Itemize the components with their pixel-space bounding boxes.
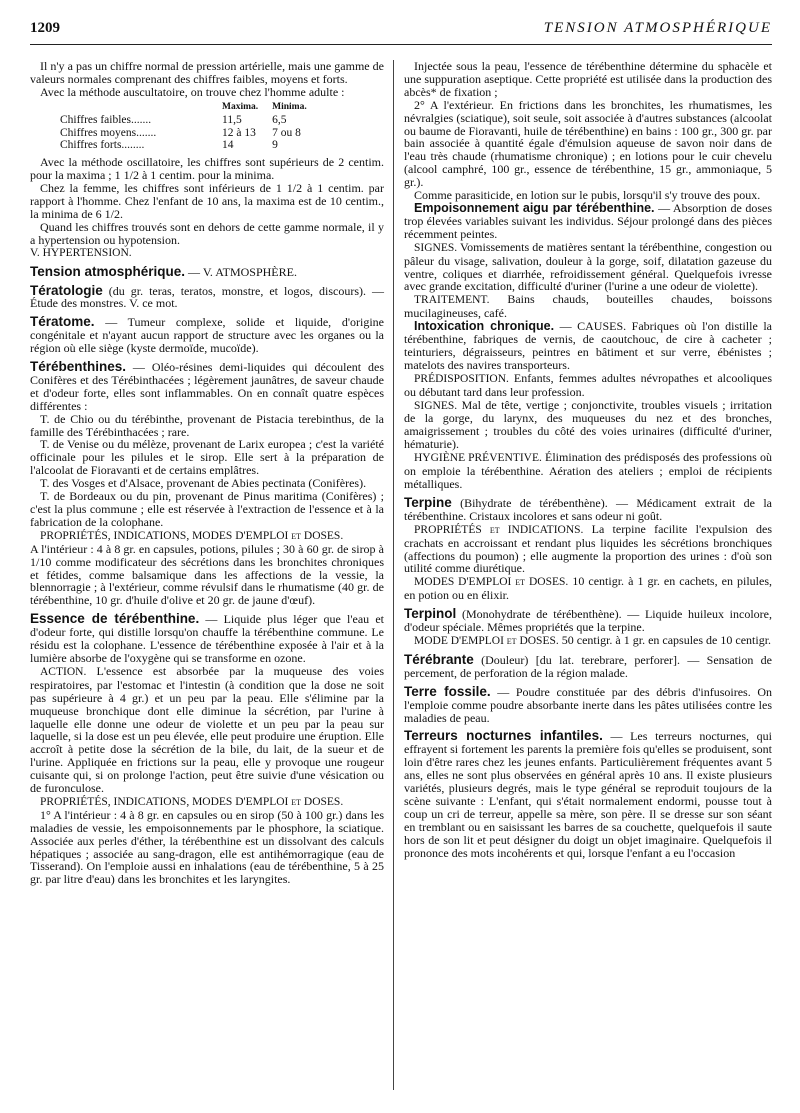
- paragraph: Quand les chiffres trouvés sont en dehors de cette gamme normale, il y a hypertension ou hypotension.: [30, 219, 384, 247]
- section-properties: [30, 529, 384, 543]
- headword: Empoisonnement aigu par térébenthine.: [414, 200, 655, 215]
- cell-min: 9: [272, 139, 278, 152]
- entry-teratologie: [30, 282, 384, 311]
- section-text: Élimination des prédisposés des professions où on emploie la térébenthine. Aération des ateliers ; emploi de récipients métalliques.: [404, 450, 772, 491]
- headword: Intoxication chronique.: [414, 319, 555, 334]
- definition: — Les terreurs nocturnes, qui effrayent si fortement les parents la première fois qu'elles se produisent, sont loin d'être rares chez les jeunes enfants. Particulièrement fréquentes avant 5 ans, elles ne sont plus observées en général après 10 ans. Il existe plusieurs variétés, plusieurs degrés, mais le type général se reproduit toujours de la scène suivante : L'enfant, qui s'était normalement endormi, pousse tout à coup un cri de terreur, appelle sa mère, son père. Il se dresse sur son séant en tremblant ou en saisissant les barres de sa couchette, quelquefois il saute hors de son lit et peut désigner du doigt un objet imaginaire. Quelquefois il prononce des mots incohérents et qui, lorsque l'enfant a eu l'occasion: [404, 729, 772, 860]
- species-item: T. de Bordeaux ou du pin, provenant de Pinus maritima (Conifères) ; c'est la plus commune ; elle est réservée à l'extraction de l'essence et à la fabrication de la colophane.: [30, 489, 384, 529]
- paragraph: Injectée sous la peau, l'essence de térébenthine détermine du sphacèle et une suppuration aseptique. Cette propriété est utilisée dans la production des abcès* de fixation ;: [404, 59, 772, 99]
- headword: Térébenthines.: [30, 359, 127, 375]
- section-text: La terpine facilite l'expulsion des crachats en accroissant et rendant plus liquides les sécrétions bronchiques (affections du poumon) ; elle augmente la proportion des urines : d'où son utilité comme diurétique.: [404, 521, 772, 576]
- section-modes: [404, 634, 772, 648]
- entry-terre-fossile: [404, 683, 772, 725]
- column-header: Minima.: [272, 101, 307, 112]
- section-text: 50 centigr. à 1 gr. en capsules de 10 centigr.: [558, 632, 772, 647]
- species-item: T. des Vosges et d'Alsace, provenant de Abies pectinata (Conifères).: [40, 476, 367, 491]
- section-signes: [404, 399, 772, 452]
- cross-reference: V. HYPERTENSION.: [30, 246, 132, 259]
- section-label: PROPRIÉTÉS, INDICATIONS, MODES D'EMPLOI et DOSES.: [40, 795, 344, 808]
- table-header-row: [60, 101, 321, 114]
- entry-intoxication: [404, 320, 772, 372]
- cell-min: 6,5: [272, 113, 287, 126]
- section-text: Vomissements de matières sentant la térébenthine, congestion ou pâleur du visage, salivation, douleur à la gorge, soif, dilatation gazeuse du ventre, coliques et diarrhée, refroidissement général. Quelquefois ivresse avec grande excitation, difficulté d'uriner (l'urine a une odeur de violette).: [404, 239, 772, 294]
- entry-teratome: [30, 316, 384, 355]
- entry-tension-atmospherique: [30, 263, 384, 279]
- page-header: [30, 18, 772, 45]
- headword: Tératologie: [30, 282, 103, 298]
- headword: Térébrante: [404, 651, 474, 667]
- definition: (du gr. teras, teratos, monstre, et logos, discours). — Étude des monstres. V. ce mot.: [30, 283, 384, 311]
- entry-terpine: [404, 494, 772, 523]
- cell-max: 12 à 13: [222, 126, 256, 139]
- row-label: Chiffres faibles.......: [60, 113, 152, 126]
- section-label: HYGIÈNE PRÉVENTIVE.: [414, 452, 542, 465]
- definition: (Monohydrate de térébenthène). — Liquide huileux incolore, d'odeur spéciale. Mêmes propriétés que la terpine.: [404, 607, 772, 635]
- section-label: SIGNES.: [414, 241, 458, 254]
- section-action: [30, 665, 384, 795]
- section-label: TRAITEMENT.: [414, 294, 490, 307]
- entry-terpinol: [404, 608, 772, 634]
- paragraph: A l'intérieur : 4 à 8 gr. en capsules, potions, pilules ; 30 à 60 gr. de sirop à 1/10 comme modificateur des sécrétions dans les bronchites chroniques et fétides, comme balsamique dans les affections de la vessie, la blennorragie ; à l'extérieur, comme révulsif dans le rhumatisme (40 gr. de térébenthine, 10 gr. d'huile d'olive et 20 gr. de jaune d'œuf).: [30, 541, 384, 608]
- definition: — CAUSES. Fabriques où l'on distille la térébenthine, fabriques de vernis, de caoutchouc, de cire à cacheter ; teinturiers, dégraisseurs, peintres en bâtiment et sur verre, ébénistes ; matelots des navires transporteurs.: [404, 319, 772, 372]
- section-label: MODE D'EMPLOI et DOSES.: [414, 634, 559, 647]
- entry-terebrante: [404, 651, 772, 680]
- section-properties: [404, 523, 772, 576]
- paragraph: Il n'y a pas un chiffre normal de pression artérielle, mais une gamme de valeurs normales comprenant des chiffres faibles, moyens et forts.: [30, 59, 384, 86]
- section-label: PROPRIÉTÉS et INDICATIONS.: [414, 523, 584, 536]
- headword: Terre fossile.: [404, 683, 491, 699]
- cell-max: 11,5: [222, 113, 242, 126]
- paragraph: Avec la méthode auscultatoire, on trouve chez l'homme adulte :: [40, 84, 345, 99]
- headword: Tension atmosphérique.: [30, 263, 186, 279]
- section-text: L'essence est absorbée par la muqueuse des voies respiratoires, par l'estomac et l'intestin (à condition que la dose ne soit pas supérieure à 4 gr.) et un peu par la peau. Elle s'élimine par la muqueuse bronchique dont elle diminue la sécrétion, par l'urine à laquelle elle donne une odeur de violette et un peu par la peau sur laquelle, si la dose est un peu élevée, elle peut produire une éruption. Elle accroît à petite dose la sécrétion de la bile, du lait, de la sueur et de l'urine. Appliquée en frictions sur la peau, elle y provoque une rougeur cuisante qui, si on prolonge l'action, peut être suivie d'une vésication ou de furonculose.: [30, 663, 384, 796]
- definition: — Tumeur complexe, solide et liquide, d'origine congénitale et n'ayant aucun rapport de structure avec les organes ou la région où elle siège (kyste dermoïde, mucoïde).: [30, 315, 384, 356]
- headword: Terpine: [404, 494, 452, 510]
- headword: Essence de térébenthine.: [30, 611, 200, 627]
- section-signes: [404, 241, 772, 294]
- right-column: [404, 60, 772, 859]
- column-divider: [393, 60, 394, 1090]
- section-label: PROPRIÉTÉS, INDICATIONS, MODES D'EMPLOI et DOSES.: [40, 529, 344, 542]
- paragraph: Chez la femme, les chiffres sont inférieurs de 1 1/2 à 1 centim. par rapport à l'homme. Chez l'enfant de 10 ans, la maxima est de 10 centim., la minima de 6 1/2.: [30, 181, 384, 221]
- paragraph: Avec la méthode oscillatoire, les chiffres sont supérieurs de 2 centim. pour la maxima ; 1 1/2 à 1 centim. pour la minima.: [30, 155, 384, 183]
- section-traitement: [404, 293, 772, 320]
- row-label: Chiffres moyens.......: [60, 126, 157, 139]
- cell-min: 7 ou 8: [272, 126, 301, 139]
- section-hygiene: [404, 451, 772, 491]
- paragraph: 2° A l'extérieur. En frictions dans les bronchites, les rhumatismes, les névralgies (sciatique), soit seule, soit associée à d'autres substances (alcoolat ou baume de Fioravanti, huile de térébenthine) en bains : 100 gr., 300 gr. par bain associée à quantité égale d'émulsion aqueuse de savon noir dans de l'eau très chaude (rhumatisme chronique) ; en lotions pour le cuir chevelu (alcool camphré, 100 gr., essence de térébenthine, 15 gr., ammoniaque, 5 gr.).: [404, 97, 772, 190]
- entry-terebenthines: [30, 361, 384, 413]
- section-text: Bains chauds, bouteilles chaudes, boissons mucilagineuses, café.: [404, 292, 772, 321]
- column-header: Maxima.: [222, 101, 259, 112]
- section-text: 10 centigr. à 1 gr. en cachets, en pilules, en potion ou en élixir.: [404, 574, 773, 603]
- section-label: SIGNES.: [414, 399, 458, 412]
- left-column: [30, 60, 384, 886]
- section-label: PRÉDISPOSITION.: [414, 372, 509, 385]
- running-title: TENSION ATMOSPHÉRIQUE: [543, 20, 772, 36]
- headword: Terreurs nocturnes infantiles.: [404, 728, 603, 744]
- page-number: 1209: [30, 20, 60, 36]
- definition: — V. ATMOSPHÈRE.: [185, 264, 297, 279]
- table-row: [60, 127, 321, 140]
- section-modes: [404, 575, 772, 602]
- entry-terreurs-nocturnes: [404, 730, 772, 859]
- section-label: ACTION.: [40, 665, 87, 678]
- definition: — Poudre constituée par des débris d'infusoires. On l'emploie comme poudre absorbante inerte dans les pâtes utilisées contre les maladies de peau.: [404, 684, 772, 725]
- species-item: T. de Venise ou du mélèze, provenant de Larix europea ; c'est la variété officinale pour les pilules et le sirop. Elle sert à la préparation de l'alcoolat de Fioravanti et de certains emplâtres.: [30, 437, 384, 478]
- cell-max: 14: [222, 139, 234, 152]
- species-item: T. de Chio ou du térébinthe, provenant de Pistacia terebinthus, de la famille des Térébinthacées ; rare.: [30, 411, 384, 439]
- pressure-table: [60, 101, 321, 153]
- paragraph: Comme parasiticide, en lotion sur le pubis, lorsqu'il s'y trouve des poux.: [414, 188, 761, 203]
- entry-essence: [30, 613, 384, 665]
- row-label: Chiffres forts........: [60, 139, 145, 152]
- definition: — Liquide plus léger que l'eau et d'odeur forte, qui distille lorsqu'on chauffe la térébenthine commune. Le résidu est la colophane. L'essence de térébenthine exposée à l'air et à la lumière absorbe de l'oxygène qui se transforme en ozone.: [30, 612, 384, 665]
- section-text: Mal de tête, vertige ; conjonctivite, troubles visuels ; irritation de la gorge, du larynx, des muqueuses du nez et des bronches, amaigrissement ; troubles du côté des voies urinaires (difficulté d'uriner, hématurie).: [404, 397, 772, 452]
- definition: — Absorption de doses trop élevées variables suivant les individus. Séjour prolongé dans des pièces récemment peintes.: [404, 200, 772, 241]
- section-label: MODES D'EMPLOI et DOSES.: [414, 576, 569, 589]
- headword: Tératome.: [30, 314, 95, 330]
- paragraph: 1° A l'intérieur : 4 à 8 gr. en capsules ou en sirop (50 à 100 gr.) dans les maladies de vessie, les empoisonnements par le phosphore, la sciatique. Associée aux perles d'éther, la térébenthine est un dissolvant des calculs hépatiques ; associée au sang-dragon, elle est antihémorragique (eau de Tisserand). On l'emploie aussi en inhalations (eau de térébenthine, 5 à 25 gr. par litre d'eau) dans les bronchites et les laryngites.: [30, 807, 384, 887]
- section-text: Enfants, femmes adultes névropathes et alcooliques ou débutant tard dans leur profession.: [404, 370, 772, 399]
- section-predisposition: [404, 372, 772, 399]
- table-row: [60, 139, 321, 152]
- definition: (Bihydrate de térébenthène). — Médicament extrait de la térébenthine. Cristaux incolores et sans odeur ni goût.: [404, 495, 772, 523]
- definition: — Oléo-résines demi-liquides qui découlent des Conifères et des Térébinthacées ; légèrement jaunâtres, de saveur chaude et d'odeur forte, elles sont inflammables. On en connaît quatre espèces différentes :: [30, 360, 384, 413]
- section-properties: [30, 795, 384, 809]
- definition: (Douleur) [du lat. terebrare, perforer]. — Sensation de percement, de perforation de la région malade.: [404, 652, 772, 680]
- table-row: [60, 114, 321, 127]
- headword: Terpinol: [404, 606, 457, 622]
- entry-empoisonnement: [404, 202, 772, 241]
